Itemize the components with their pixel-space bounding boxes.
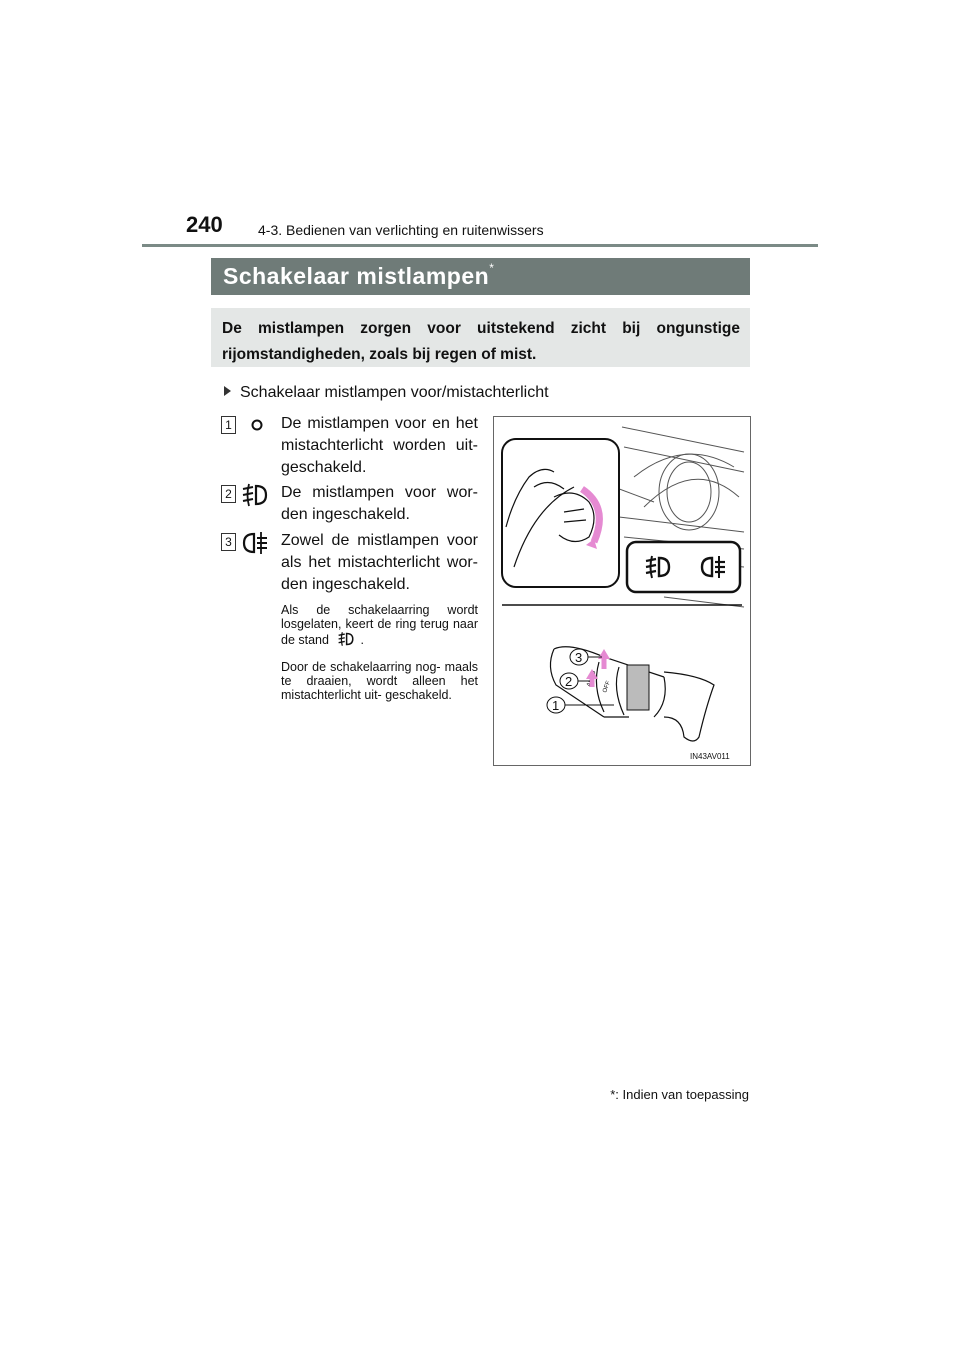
item-1-text: De mistlampen voor en het mistachterlicht worden uit- geschakeld.: [281, 415, 478, 476]
footnote-marker: *: [610, 1087, 616, 1102]
off-icon: [250, 418, 264, 432]
note-ring-return-text: Als de schakelaarring wordt losgelaten, keert de ring terug naar de stand: [281, 603, 478, 647]
footnote: [610, 1087, 749, 1102]
item-3-text: Zowel de mistlampen voor als het mistachterlicht wor- den ingeschakeld.: [281, 532, 478, 593]
section-breadcrumb: 4-3. Bedienen van verlichting en ruitenwissers: [258, 222, 544, 238]
callout-3: 3: [575, 650, 583, 665]
item-2-text: De mistlampen voor wor- den ingeschakeld.: [281, 484, 478, 523]
figure-code: IN43AV011: [690, 752, 730, 761]
bullet-triangle-icon: [224, 386, 231, 396]
page-number: 240: [186, 212, 223, 237]
stalk-off-label: OFF: [602, 680, 612, 694]
note-ring-return: [281, 603, 478, 647]
intro-box: [211, 308, 750, 367]
subsection-heading-text: Schakelaar mistlampen voor/mistachterlicht: [240, 384, 549, 401]
item-number-2: 2: [221, 485, 236, 503]
item-number-3: 3: [221, 533, 236, 551]
rear-fog-lamp-icon: [241, 530, 269, 556]
note-rotate-again: Door de schakelaarring nog- maals te draaien, wordt alleen het mistachterlicht uit- geschakeld.: [281, 660, 478, 702]
footnote-text: : Indien van toepassing: [615, 1087, 749, 1102]
intro-text: De mistlampen zorgen voor uitstekend zicht bij ongunstige rijomstandigheden, zoals bij regen of mist.: [222, 320, 740, 363]
header-divider: [142, 244, 818, 247]
item-number-1: 1: [221, 416, 236, 434]
page-title-text: Schakelaar mistlampen: [223, 263, 490, 289]
front-fog-lamp-icon: [241, 482, 269, 508]
subsection-heading: [224, 384, 549, 402]
callout-2: 2: [565, 674, 573, 689]
section-title-bar: [211, 258, 750, 295]
fog-switch-illustration: [493, 416, 751, 766]
applicability-marker: *: [489, 261, 495, 275]
callout-1: 1: [552, 698, 560, 713]
illustration-drawing: [494, 417, 750, 765]
page-title: [223, 263, 494, 290]
front-fog-lamp-icon: [336, 631, 356, 647]
note-ring-return-end: .: [360, 633, 364, 647]
